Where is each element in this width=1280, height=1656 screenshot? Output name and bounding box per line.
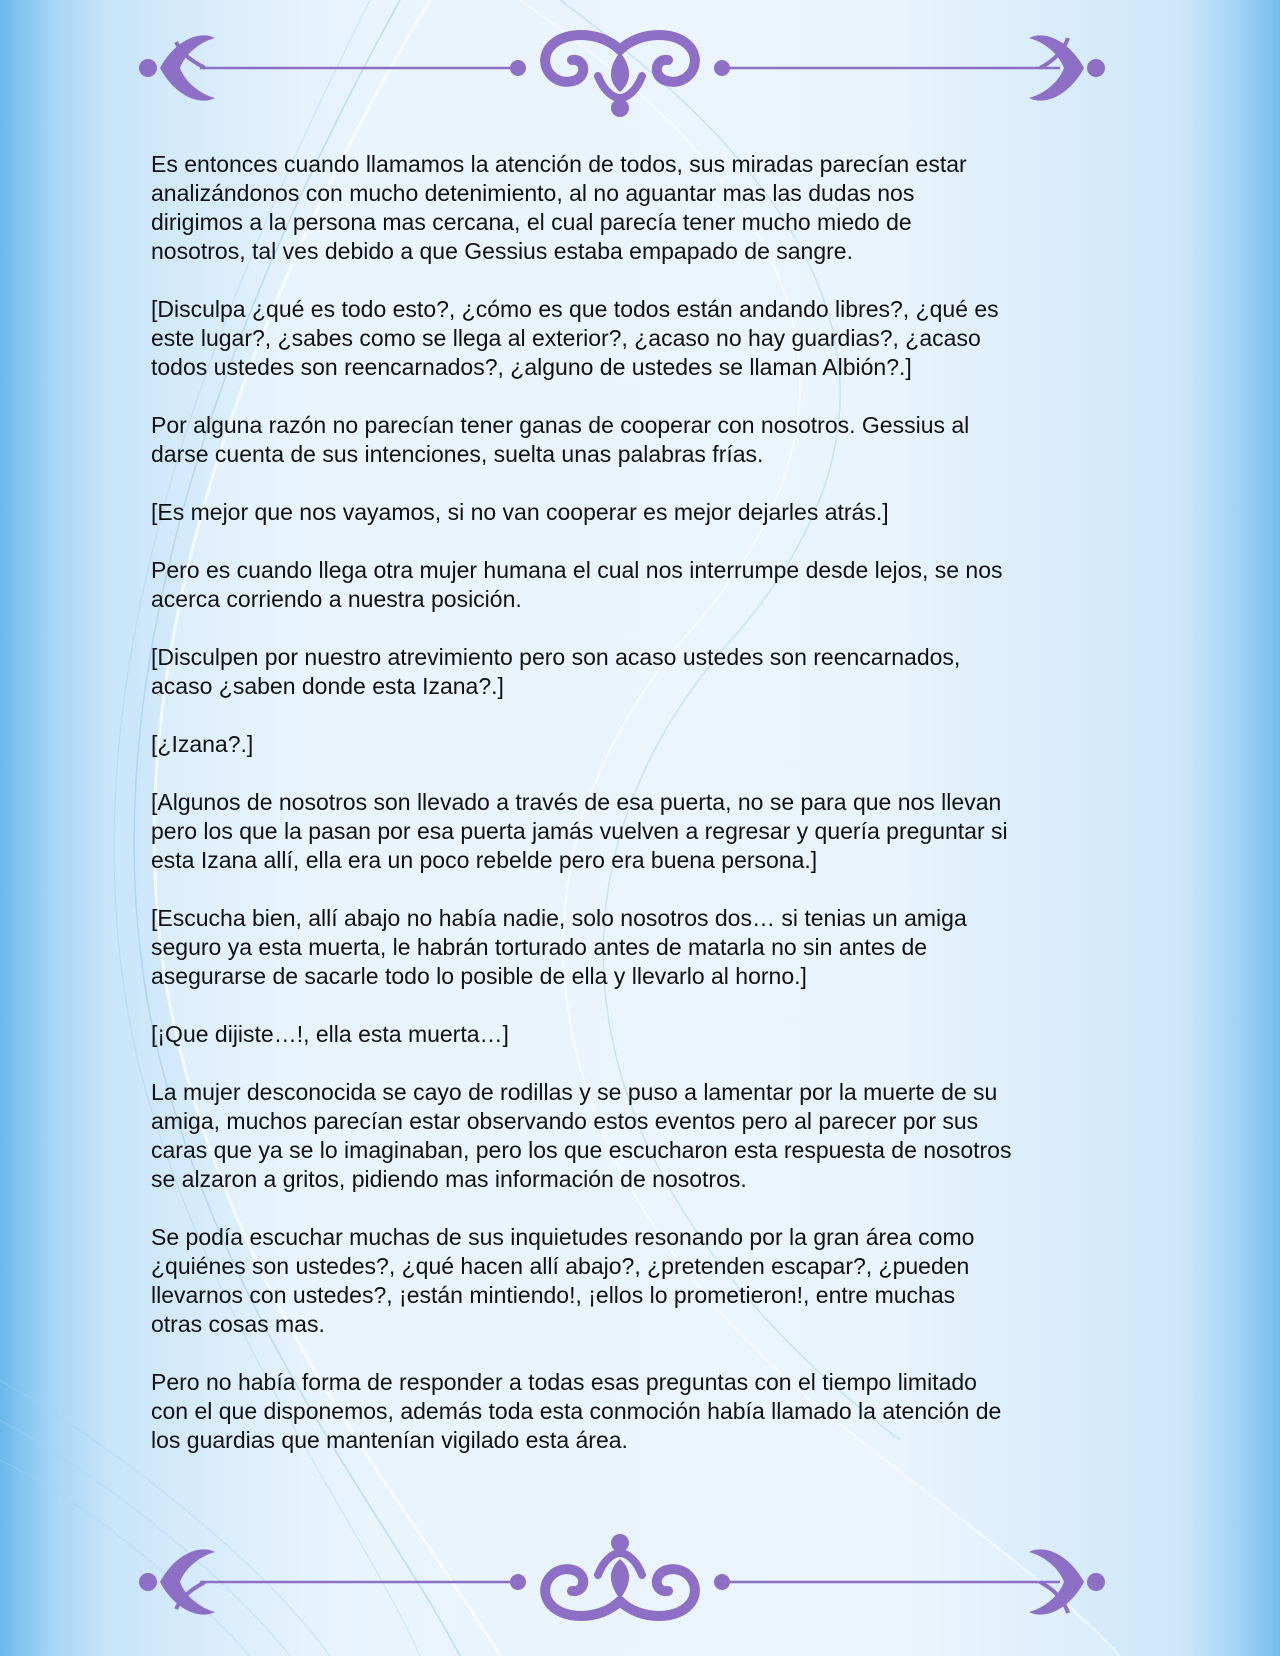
purple-scroll-flourish-icon [139, 35, 1105, 117]
bottom-ornament-divider [0, 1525, 1280, 1635]
paragraph: [Disculpen por nuestro atrevimiento pero son acaso ustedes son reencarnados, acaso ¿saben donde esta Izana?.] [151, 644, 961, 699]
paragraph: [Algunos de nosotros son llevado a través de esa puerta, no se para que nos llevan pero los que la pasan por esa puerta jamás vuelven a regresar y quería preguntar si esta Izana allí, ella era un poco rebelde pero era buena persona.] [151, 789, 1008, 873]
top-ornament-divider [0, 20, 1280, 130]
paragraph: Se podía escuchar muchas de sus inquietudes resonando por la gran área como ¿quiénes son ustedes?, ¿qué hacen allí abajo?, ¿pretenden escapar?, ¿pueden llevarnos con ustedes?, ¡están mintiendo!, ¡ellos lo prometieron!, entre muchas otras cosas mas. [151, 1224, 975, 1337]
paragraph: [Es mejor que nos vayamos, si no van cooperar es mejor dejarles atrás.] [151, 499, 889, 525]
paragraph: La mujer desconocida se cayo de rodillas y se puso a lamentar por la muerte de su amiga, muchos parecían estar observando estos eventos pero al parecer por sus caras que ya se lo imaginaban, pero los que escucharon esta respuesta de nosotros se alzaron a gritos, pidiendo mas información de nosotros. [151, 1079, 1012, 1192]
purple-scroll-flourish-icon [139, 1534, 1105, 1616]
paragraph: Por alguna razón no parecían tener ganas de cooperar con nosotros. Gessius al darse cuenta de sus intenciones, suelta unas palabras frías. [151, 412, 970, 467]
story-text-body [151, 150, 1106, 1484]
paragraph: [Disculpa ¿qué es todo esto?, ¿cómo es que todos están andando libres?, ¿qué es este lugar?, ¿sabes como se llega al exterior?, ¿acaso no hay guardias?, ¿acaso todos ustedes son reencarnados?, ¿alguno de ustedes se llaman Albión?.] [151, 296, 999, 380]
paragraph: [¿Izana?.] [151, 731, 254, 757]
paragraph: Es entonces cuando llamamos la atención de todos, sus miradas parecían estar analizándonos con mucho detenimiento, al no aguantar mas las dudas nos dirigimos a la persona mas cercana, el cual parecía tener mucho miedo de nosotros, tal ves debido a que Gessius estaba empapado de sangre. [151, 151, 967, 264]
paragraph: Pero es cuando llega otra mujer humana el cual nos interrumpe desde lejos, se nos acerca corriendo a nuestra posición. [151, 557, 1003, 612]
paragraph: [¡Que dijiste…!, ella esta muerta…] [151, 1021, 509, 1047]
paragraph: Pero no había forma de responder a todas esas preguntas con el tiempo limitado con el que disponemos, además toda esta conmoción había llamado la atención de los guardias que mantenían vigilado esta área. [151, 1369, 1002, 1453]
paragraph: [Escucha bien, allí abajo no había nadie, solo nosotros dos… si tenias un amiga seguro ya esta muerta, le habrán torturado antes de matarla no sin antes de asegurarse de sacarle todo lo posible de ella y llevarlo al horno.] [151, 905, 967, 989]
